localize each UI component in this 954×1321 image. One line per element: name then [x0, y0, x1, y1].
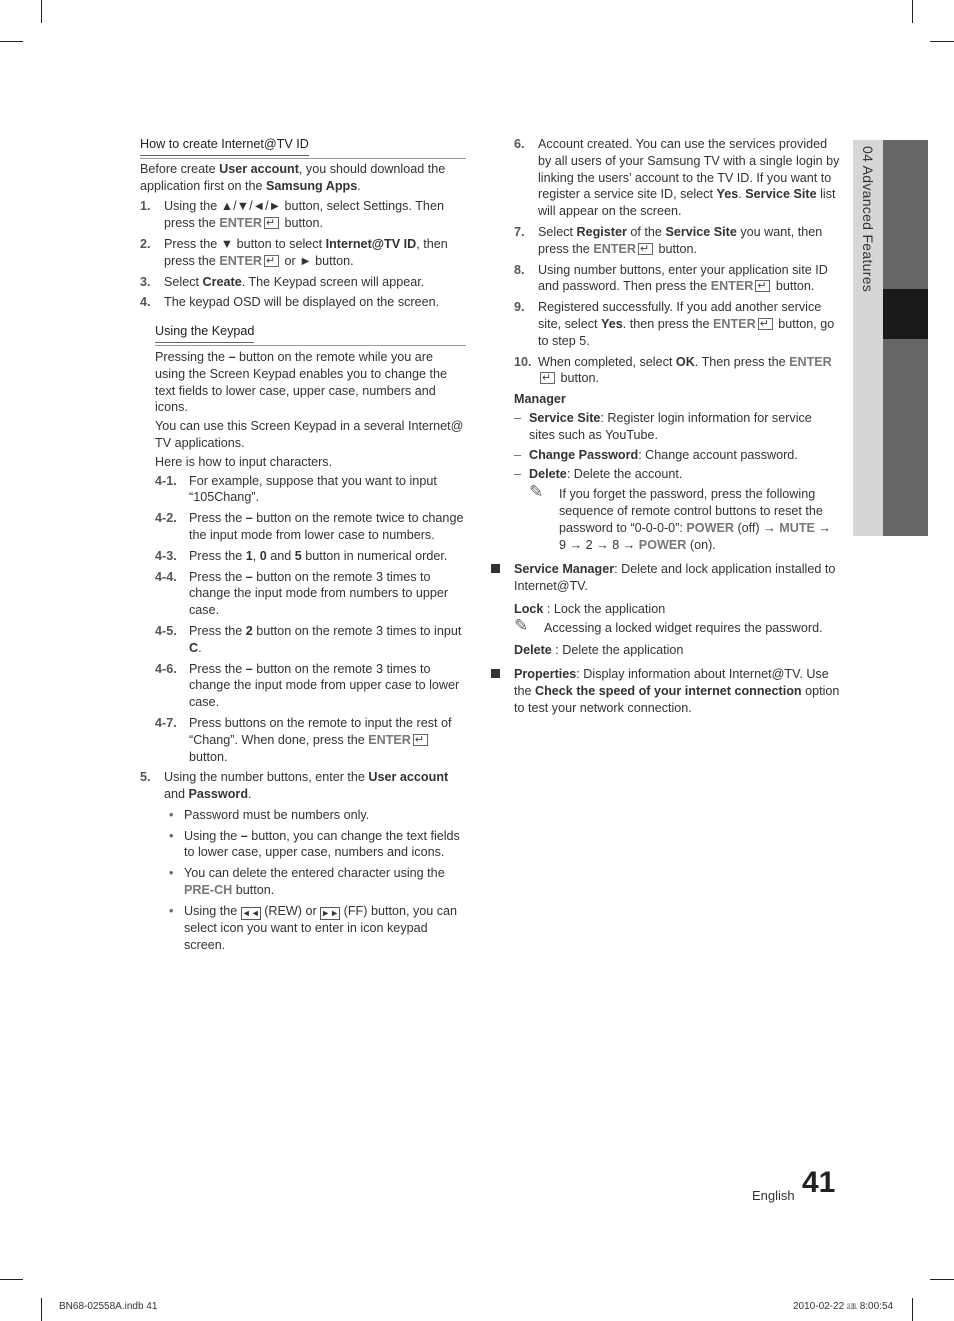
bold-text: OK [675, 354, 695, 369]
bold-text: 2 [245, 623, 253, 638]
bold-text: Service Site [745, 187, 817, 202]
text: button in numerical order. [301, 548, 448, 563]
substep-4-7 [155, 715, 466, 765]
step-number: 4-2. [155, 511, 177, 526]
step-number: 4-5. [155, 623, 177, 638]
bold-text: Check the speed of your internet connection [535, 684, 802, 699]
text: Pressing the [155, 349, 229, 364]
enter-icon [758, 318, 773, 330]
text: button. [281, 216, 324, 231]
bold-text: Service Site [665, 224, 737, 239]
enter-icon [264, 217, 279, 229]
text: Accessing a locked widget requires the password. [544, 620, 823, 635]
delete-line [514, 642, 840, 659]
step-number: 4-1. [155, 473, 177, 488]
step-number: 3. [140, 274, 151, 289]
step-5 [140, 769, 466, 803]
keypad-paragraph: You can use this Screen Keypad in a several Internet@ TV applications. [155, 419, 464, 450]
bold-text: Create [202, 274, 242, 289]
step-number: 7. [514, 224, 525, 239]
enter-label: ENTER [368, 732, 411, 747]
keypad-paragraph [155, 349, 466, 416]
text: Using number buttons, enter your application site ID and password. Then press the [538, 262, 828, 294]
text: button on the remote 3 times to input [252, 623, 462, 638]
step-7 [514, 224, 840, 258]
bold-text: Samsung Apps [266, 178, 358, 193]
bold-text: Lock [514, 601, 544, 616]
bullet-dot: • [169, 903, 174, 918]
print-timestamp: 2010-02-22 ㏂ 8:00:54 [793, 1301, 894, 1312]
text: : Delete the account. [566, 467, 683, 482]
bold-text: Properties [514, 667, 577, 682]
enter-icon [638, 243, 653, 255]
text: Using the [184, 828, 241, 843]
step-9 [514, 299, 840, 349]
chapter-tab [853, 140, 928, 536]
bold-text: C [189, 640, 199, 655]
bold-text: Internet@TV ID [325, 236, 417, 251]
text: button on the remote 3 times to change the input mode from upper case to lower case. [189, 661, 460, 710]
text: Press the [189, 661, 246, 676]
square-bullet-icon [491, 669, 500, 678]
text: button. [232, 883, 275, 898]
right-column [514, 136, 840, 721]
text: , then press the [164, 236, 448, 268]
step-number: 4-7. [155, 715, 177, 730]
crop-mark [912, 0, 913, 23]
step-number: 4. [140, 295, 151, 310]
text: Select [164, 274, 203, 289]
bold-text: Service Site [529, 410, 601, 425]
text: Using the number buttons, enter the [164, 770, 369, 785]
lock-line [514, 601, 840, 618]
keypad-section [155, 323, 466, 765]
text: button on the remote while you are using the Screen Keypad enables you to change the text fields to lower case, upper case, numbers and icons. [155, 349, 447, 415]
dash: – [514, 467, 522, 482]
text: : Delete and lock application installed to Internet@TV. [514, 562, 836, 594]
text: Password must be numbers only. [184, 807, 370, 822]
step-number: 1. [140, 199, 151, 214]
bold-text: Yes [716, 187, 739, 202]
step-3 [140, 274, 466, 291]
tab-dark-block [883, 339, 928, 536]
text: Select [538, 224, 577, 239]
text: , [252, 548, 260, 563]
step-6 [514, 136, 840, 220]
text: . [198, 640, 202, 655]
step-number: 4-6. [155, 661, 177, 676]
chapter-title: 04 Advanced Features [859, 146, 876, 293]
step-number: 8. [514, 262, 525, 277]
step-number: 10. [514, 354, 532, 369]
footer-language: English [752, 1188, 795, 1203]
bold-text: User account [368, 770, 449, 785]
enter-label: ENTER [789, 354, 832, 369]
text: . [357, 178, 361, 193]
text: button. [189, 749, 228, 764]
text: Press the ▼ button to select [164, 236, 326, 251]
text: Before create [140, 161, 220, 176]
text: Account created. You can use the services provided by all users of your Samsung TV with a single login by linking the users’ account to the TV ID. If you want to register a service site ID, select [538, 137, 840, 202]
enter-icon [540, 372, 555, 384]
dash: – [514, 410, 522, 425]
bold-text: 1 [245, 548, 253, 563]
text: , you should download the application first on the [140, 161, 446, 193]
step-number: 9. [514, 300, 525, 315]
pre-ch-label: PRE-CH [184, 883, 233, 898]
dash: – [514, 447, 522, 462]
substep-4-3 [155, 548, 466, 565]
tab-dark-block [883, 140, 928, 289]
text: . [738, 187, 746, 202]
step-10 [514, 354, 840, 388]
bold-text: Register [576, 224, 627, 239]
manager-item-delete [514, 466, 840, 483]
step-1 [140, 198, 466, 232]
text: you want, then press the [538, 224, 823, 256]
properties-item [489, 666, 840, 716]
bullet-item [164, 865, 466, 899]
text: . Then press the [694, 354, 790, 369]
text: → 9 → 2 → 8 → [559, 520, 832, 552]
fast-forward-icon: ►► [321, 907, 340, 918]
step-4 [140, 294, 466, 311]
crop-mark [0, 41, 23, 42]
text: Press buttons on the remote to input the rest of “Chang”. When done, press the [189, 715, 452, 747]
bold-text: – [228, 349, 236, 364]
bold-text: Yes [601, 316, 623, 331]
substep-4-2 [155, 510, 466, 544]
bold-text: – [245, 661, 253, 676]
text: list will appear on the screen. [538, 187, 836, 219]
enter-label: ENTER [713, 316, 756, 331]
service-manager-item [489, 561, 840, 595]
text: of the [626, 224, 666, 239]
enter-label: ENTER [593, 241, 636, 256]
substep-4-4 [155, 569, 466, 619]
text: and [164, 787, 189, 802]
step-number: 4-4. [155, 569, 177, 584]
password-reset-note [529, 482, 840, 553]
bullet-dot: • [169, 866, 174, 881]
text: When completed, select [538, 354, 676, 369]
crop-mark [0, 1279, 23, 1280]
bullet-dot: • [169, 828, 174, 843]
bold-text: 5 [294, 548, 302, 563]
bold-text: Change Password [529, 447, 639, 462]
enter-label: ENTER [219, 216, 262, 231]
section-heading: How to create Internet@TV ID [140, 136, 309, 156]
text: button. [557, 371, 600, 386]
square-bullet-icon [491, 564, 500, 573]
bullet-item [164, 828, 466, 862]
enter-label: ENTER [710, 279, 754, 294]
rewind-icon: ◄◄ [241, 907, 260, 918]
step-number: 6. [514, 137, 525, 151]
text: button on the remote 3 times to change the input mode from numbers to upper case. [189, 569, 449, 618]
text: If you forget the password, press the following sequence of remote control buttons to reset the password to “0-0-0-0”: [559, 487, 823, 535]
text: The keypad OSD will be displayed on the screen. [164, 295, 440, 310]
crop-mark [912, 1298, 913, 1321]
mute-label: MUTE [779, 520, 815, 535]
text: Using the ▲/▼/◄/► button, select Settings. Then press the [164, 199, 444, 231]
text: : Delete the application [551, 642, 684, 657]
bold-text: Password [188, 787, 249, 802]
bold-text: – [245, 511, 253, 526]
keypad-body [155, 345, 466, 765]
step-8 [514, 262, 840, 296]
text: (off) → [733, 520, 780, 535]
power-label: POWER [686, 520, 734, 535]
bold-text: – [245, 569, 253, 584]
enter-label: ENTER [219, 253, 262, 268]
text: button. [655, 241, 698, 256]
tab-active-marker [883, 289, 928, 339]
keypad-heading: Using the Keypad [155, 323, 254, 343]
text: button on the remote twice to change the input mode from lower case to numbers. [189, 511, 464, 542]
bullet-item [164, 903, 466, 954]
text: Using the [184, 903, 241, 918]
left-column [140, 136, 466, 957]
bullet-item [164, 807, 466, 824]
power-label: POWER [638, 537, 687, 552]
bold-text: 0 [259, 548, 267, 563]
text: For example, suppose that you want to input “105Chang”. [189, 473, 437, 505]
text: option to test your network connection. [514, 684, 840, 715]
text: : Change account password. [638, 447, 798, 462]
step-number: 4-3. [155, 548, 177, 563]
step-2 [140, 236, 466, 270]
manager-title: Manager [514, 392, 566, 407]
text: . The Keypad screen will appear. [241, 274, 425, 289]
text: (REW) or [260, 903, 321, 918]
bold-text: Delete [514, 642, 552, 657]
bullet-dot: • [169, 807, 174, 822]
enter-icon [755, 280, 770, 292]
bold-text: – [240, 828, 248, 843]
text: and [266, 548, 295, 563]
note-pencil-icon: ✎ [514, 615, 529, 635]
page-number: 41 [802, 1166, 836, 1199]
text: Press the [189, 548, 246, 563]
manager-item-change-password [514, 447, 840, 464]
text: Press the [189, 569, 246, 584]
print-file-name: BN68-02558A.indb 41 [59, 1301, 158, 1312]
bold-text: Service Manager [514, 562, 615, 577]
text: Press the [189, 511, 246, 526]
text: or ► button. [281, 253, 354, 268]
enter-icon [264, 255, 279, 267]
text: Registered successfully. If you add another service site, select [538, 300, 822, 331]
text: . [248, 787, 252, 802]
text: button, go to step 5. [538, 316, 835, 348]
crop-mark [41, 1298, 42, 1321]
text: (FF) button, you can select icon you want to enter in icon keypad screen. [184, 903, 458, 952]
text: : Lock the application [543, 601, 666, 616]
step-number: 5. [140, 770, 151, 785]
manager-item-service-site [514, 410, 840, 444]
substep-4-1 [155, 473, 466, 507]
crop-mark [930, 41, 954, 42]
text: (on). [686, 537, 716, 552]
bold-text: Delete [529, 467, 567, 482]
note-pencil-icon: ✎ [529, 482, 544, 502]
bold-text: User account [219, 161, 299, 176]
enter-icon [413, 734, 428, 746]
text: . then press the [622, 316, 714, 331]
intro-paragraph [140, 158, 466, 195]
keypad-paragraph: Here is how to input characters. [155, 454, 333, 469]
text: Press the [189, 623, 246, 638]
substep-4-5 [155, 623, 466, 657]
text: button, you can change the text fields to lower case, upper case, numbers and icons. [184, 828, 460, 860]
text: : Display information about Internet@TV. Use the [514, 667, 829, 699]
text: You can delete the entered character using the [184, 866, 445, 881]
substep-4-6 [155, 661, 466, 711]
crop-mark [930, 1279, 954, 1280]
text: button. [772, 279, 815, 294]
crop-mark [41, 0, 42, 23]
step-number: 2. [140, 236, 151, 251]
lock-note [514, 615, 840, 637]
text: : Register login information for service sites such as YouTube. [529, 410, 812, 442]
